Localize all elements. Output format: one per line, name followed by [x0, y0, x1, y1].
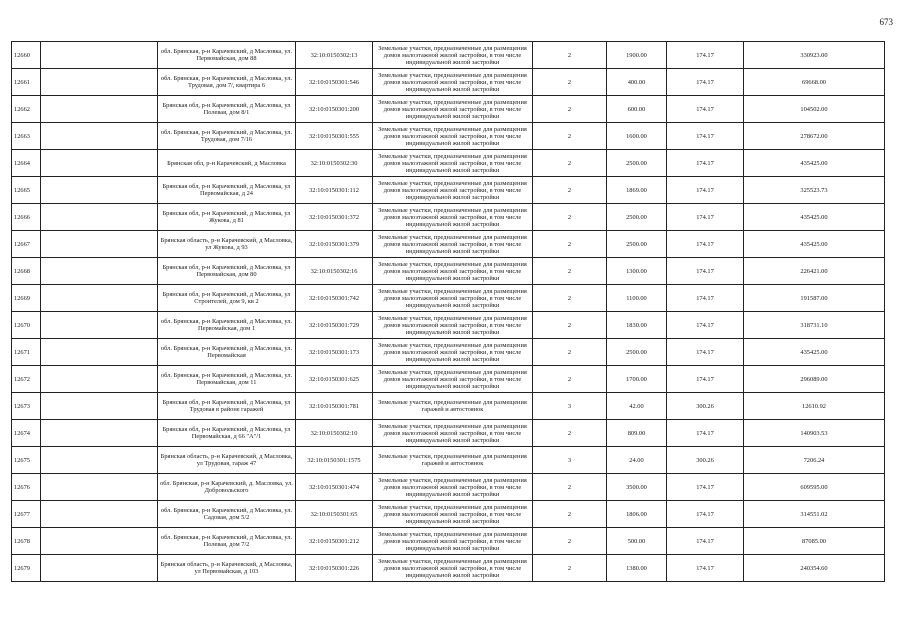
- specific-value-cell: 174.17: [667, 339, 744, 366]
- group-cell: 2: [533, 150, 607, 177]
- group-cell: 2: [533, 312, 607, 339]
- cadastral-number-cell: 32:10:0150301:742: [296, 285, 373, 312]
- area-cell: 2500.00: [607, 339, 667, 366]
- address-cell: Брянская обл, р-н Карачевский, д Масловка, ул Полевая, дом 8/1: [158, 96, 296, 123]
- area-cell: 809.00: [607, 420, 667, 447]
- row-number-cell: 12674: [12, 420, 41, 447]
- group-cell: 2: [533, 123, 607, 150]
- cadastral-value-cell: 87085.00: [744, 528, 885, 555]
- spacer-cell: [41, 177, 158, 204]
- cadastral-number-cell: 32:10:0150301:546: [296, 69, 373, 96]
- table-row: [12, 204, 885, 231]
- cadastral-number-cell: 32:10:0150301:112: [296, 177, 373, 204]
- spacer-cell: [41, 420, 158, 447]
- cadastral-number-cell: 32:10:0150301:173: [296, 339, 373, 366]
- table-row: [12, 393, 885, 420]
- address-cell: обл. Брянская, р-н Карачевский, д Масловка, ул. Полевая, дом 7/2: [158, 528, 296, 555]
- specific-value-cell: 174.17: [667, 204, 744, 231]
- spacer-cell: [41, 150, 158, 177]
- area-cell: 1100.00: [607, 285, 667, 312]
- row-number-cell: 12664: [12, 150, 41, 177]
- group-cell: 2: [533, 339, 607, 366]
- spacer-cell: [41, 447, 158, 474]
- table-row: [12, 339, 885, 366]
- cadastral-number-cell: 32:10:0150302:10: [296, 420, 373, 447]
- row-number-cell: 12666: [12, 204, 41, 231]
- table-row: [12, 123, 885, 150]
- cadastral-value-cell: 296089.00: [744, 366, 885, 393]
- specific-value-cell: 174.17: [667, 420, 744, 447]
- specific-value-cell: 174.17: [667, 150, 744, 177]
- cadastral-number-cell: 32:10:0150301:372: [296, 204, 373, 231]
- group-cell: 2: [533, 177, 607, 204]
- cadastral-value-cell: 318731.10: [744, 312, 885, 339]
- cadastral-number-cell: 32:10:0150301:379: [296, 231, 373, 258]
- land-use-cell: Земельные участки, предназначенные для размещения домов малоэтажной жилой застройки, в том числе индивидуальной жилой застройки: [373, 123, 533, 150]
- address-cell: Брянская область, р-н Карачевский, д Масловка, ул Жукова, д 93: [158, 231, 296, 258]
- area-cell: 42.00: [607, 393, 667, 420]
- row-number-cell: 12661: [12, 69, 41, 96]
- spacer-cell: [41, 339, 158, 366]
- table-row: [12, 420, 885, 447]
- group-cell: 2: [533, 285, 607, 312]
- land-use-cell: Земельные участки, предназначенные для размещения домов малоэтажной жилой застройки, в том числе индивидуальной жилой застройки: [373, 420, 533, 447]
- cadastral-number-cell: 32:10:0150302:16: [296, 258, 373, 285]
- group-cell: 2: [533, 366, 607, 393]
- address-cell: Брянская обл, р-н Карачевский, д Масловка, ул Первомайская, д 66 "А"/1: [158, 420, 296, 447]
- area-cell: 2500.00: [607, 204, 667, 231]
- group-cell: 2: [533, 42, 607, 69]
- spacer-cell: [41, 42, 158, 69]
- area-cell: 1900.00: [607, 42, 667, 69]
- spacer-cell: [41, 285, 158, 312]
- land-use-cell: Земельные участки, предназначенные для размещения домов малоэтажной жилой застройки, в том числе индивидуальной жилой застройки: [373, 177, 533, 204]
- group-cell: 2: [533, 96, 607, 123]
- area-cell: 1380.00: [607, 555, 667, 582]
- land-use-cell: Земельные участки, предназначенные для размещения домов малоэтажной жилой застройки, в том числе индивидуальной жилой застройки: [373, 501, 533, 528]
- table-row: [12, 231, 885, 258]
- row-number-cell: 12671: [12, 339, 41, 366]
- spacer-cell: [41, 366, 158, 393]
- specific-value-cell: 174.17: [667, 42, 744, 69]
- specific-value-cell: 300.26: [667, 393, 744, 420]
- spacer-cell: [41, 501, 158, 528]
- row-number-cell: 12678: [12, 528, 41, 555]
- area-cell: 500.00: [607, 528, 667, 555]
- row-number-cell: 12672: [12, 366, 41, 393]
- row-number-cell: 12669: [12, 285, 41, 312]
- specific-value-cell: 174.17: [667, 366, 744, 393]
- cadastral-number-cell: 32:10:0150301:1575: [296, 447, 373, 474]
- spacer-cell: [41, 69, 158, 96]
- address-cell: обл. Брянская, р-н Карачевский, д Масловка, ул. Трудовая, дом 7/, квартира 6: [158, 69, 296, 96]
- table-row: [12, 366, 885, 393]
- spacer-cell: [41, 123, 158, 150]
- address-cell: обл. Брянская, р-н Карачевский, д Масловка, ул. Первомайская, дом 1: [158, 312, 296, 339]
- cadastral-value-cell: 278672.00: [744, 123, 885, 150]
- cadastral-number-cell: 32:10:0150301:226: [296, 555, 373, 582]
- cadastral-number-cell: 32:10:0150301:65: [296, 501, 373, 528]
- row-number-cell: 12665: [12, 177, 41, 204]
- page-number: 673: [879, 17, 893, 27]
- group-cell: 3: [533, 393, 607, 420]
- land-valuation-table: [11, 41, 885, 582]
- specific-value-cell: 174.17: [667, 96, 744, 123]
- table-row: [12, 555, 885, 582]
- table-row: [12, 285, 885, 312]
- group-cell: 2: [533, 474, 607, 501]
- area-cell: 1869.00: [607, 177, 667, 204]
- table-row: [12, 96, 885, 123]
- group-cell: 2: [533, 231, 607, 258]
- cadastral-value-cell: 12610.92: [744, 393, 885, 420]
- cadastral-value-cell: 191587.00: [744, 285, 885, 312]
- row-number-cell: 12667: [12, 231, 41, 258]
- specific-value-cell: 174.17: [667, 474, 744, 501]
- area-cell: 600.00: [607, 96, 667, 123]
- address-cell: Брянская область, р-н Карачевский, д Масловка, ул Первомайская, д 103: [158, 555, 296, 582]
- land-use-cell: Земельные участки, предназначенные для размещения домов малоэтажной жилой застройки, в том числе индивидуальной жилой застройки: [373, 42, 533, 69]
- spacer-cell: [41, 231, 158, 258]
- area-cell: 24.00: [607, 447, 667, 474]
- row-number-cell: 12660: [12, 42, 41, 69]
- spacer-cell: [41, 393, 158, 420]
- area-cell: 2500.00: [607, 231, 667, 258]
- spacer-cell: [41, 96, 158, 123]
- cadastral-number-cell: 32:10:0150301:555: [296, 123, 373, 150]
- land-use-cell: Земельные участки, предназначенные для размещения домов малоэтажной жилой застройки, в том числе индивидуальной жилой застройки: [373, 555, 533, 582]
- land-use-cell: Земельные участки, предназначенные для размещения домов малоэтажной жилой застройки, в том числе индивидуальной жилой застройки: [373, 285, 533, 312]
- specific-value-cell: 174.17: [667, 231, 744, 258]
- table-row: [12, 447, 885, 474]
- cadastral-value-cell: 226421.00: [744, 258, 885, 285]
- specific-value-cell: 174.17: [667, 312, 744, 339]
- row-number-cell: 12673: [12, 393, 41, 420]
- specific-value-cell: 300.26: [667, 447, 744, 474]
- land-use-cell: Земельные участки, предназначенные для размещения домов малоэтажной жилой застройки, в том числе индивидуальной жилой застройки: [373, 258, 533, 285]
- cadastral-value-cell: 240354.60: [744, 555, 885, 582]
- cadastral-number-cell: 32:10:0150301:625: [296, 366, 373, 393]
- area-cell: 1300.00: [607, 258, 667, 285]
- spacer-cell: [41, 555, 158, 582]
- group-cell: 2: [533, 501, 607, 528]
- address-cell: обл. Брянская, р-н Карачевский, д Масловка, ул. Садовая, дом 5/2: [158, 501, 296, 528]
- area-cell: 2500.00: [607, 150, 667, 177]
- address-cell: Брянская обл, р-н Карачевский, д Масловка, ул Трудовая в районе гаражей: [158, 393, 296, 420]
- table-row: [12, 177, 885, 204]
- table-row: [12, 474, 885, 501]
- land-use-cell: Земельные участки, предназначенные для размещения домов малоэтажной жилой застройки, в том числе индивидуальной жилой застройки: [373, 150, 533, 177]
- address-cell: обл. Брянская, р-н Карачевский, д Масловка, ул. Первомайская: [158, 339, 296, 366]
- specific-value-cell: 174.17: [667, 555, 744, 582]
- row-number-cell: 12679: [12, 555, 41, 582]
- land-use-cell: Земельные участки, предназначенные для размещения домов малоэтажной жилой застройки, в том числе индивидуальной жилой застройки: [373, 366, 533, 393]
- land-use-cell: Земельные участки, предназначенные для размещения домов малоэтажной жилой застройки, в том числе индивидуальной жилой застройки: [373, 204, 533, 231]
- spacer-cell: [41, 474, 158, 501]
- land-use-cell: Земельные участки, предназначенные для размещения домов малоэтажной жилой застройки, в том числе индивидуальной жилой застройки: [373, 69, 533, 96]
- address-cell: Брянская область, р-н Карачевский, д Масловка, ул Трудовая, гараж 47: [158, 447, 296, 474]
- land-use-cell: Земельные участки, предназначенные для размещения домов малоэтажной жилой застройки, в том числе индивидуальной жилой застройки: [373, 96, 533, 123]
- address-cell: Брянская обл, р-н Карачевский, д Масловка, ул Первомайская, д 24: [158, 177, 296, 204]
- spacer-cell: [41, 528, 158, 555]
- cadastral-value-cell: 435425.00: [744, 150, 885, 177]
- table-row: [12, 69, 885, 96]
- land-use-cell: Земельные участки, предназначенные для размещения гаражей и автостоянок: [373, 393, 533, 420]
- table-body: [12, 42, 885, 582]
- address-cell: Брянская обл, р-н Карачевский, д Масловка: [158, 150, 296, 177]
- table-row: [12, 42, 885, 69]
- address-cell: Брянская обл, р-н Карачевский, д Масловка, ул Жукова, д 81: [158, 204, 296, 231]
- cadastral-number-cell: 32:10:0150301:781: [296, 393, 373, 420]
- specific-value-cell: 174.17: [667, 528, 744, 555]
- row-number-cell: 12670: [12, 312, 41, 339]
- cadastral-value-cell: 435425.00: [744, 339, 885, 366]
- group-cell: 2: [533, 528, 607, 555]
- row-number-cell: 12676: [12, 474, 41, 501]
- area-cell: 1600.00: [607, 123, 667, 150]
- cadastral-value-cell: 69668.00: [744, 69, 885, 96]
- cadastral-value-cell: 609595.00: [744, 474, 885, 501]
- row-number-cell: 12662: [12, 96, 41, 123]
- cadastral-number-cell: 32:10:0150302:30: [296, 150, 373, 177]
- cadastral-number-cell: 32:10:0150301:212: [296, 528, 373, 555]
- land-use-cell: Земельные участки, предназначенные для размещения домов малоэтажной жилой застройки, в том числе индивидуальной жилой застройки: [373, 312, 533, 339]
- group-cell: 2: [533, 204, 607, 231]
- specific-value-cell: 174.17: [667, 258, 744, 285]
- address-cell: Брянская обл, р-н Карачевский, д Масловка, ул Строителей, дом 9, кв 2: [158, 285, 296, 312]
- address-cell: обл. Брянская, р-н Карачевский, д Масловка, ул. Первомайская, дом 11: [158, 366, 296, 393]
- specific-value-cell: 174.17: [667, 123, 744, 150]
- group-cell: 2: [533, 258, 607, 285]
- land-use-cell: Земельные участки, предназначенные для размещения домов малоэтажной жилой застройки, в том числе индивидуальной жилой застройки: [373, 339, 533, 366]
- address-cell: Брянская обл, р-н Карачевский, д Масловка, ул Первомайская, дом 80: [158, 258, 296, 285]
- cadastral-value-cell: 104502.00: [744, 96, 885, 123]
- row-number-cell: 12675: [12, 447, 41, 474]
- address-cell: обл. Брянская, р-н Карачевский, д Масловка, ул. Первомайская, дом 88: [158, 42, 296, 69]
- spacer-cell: [41, 312, 158, 339]
- table-row: [12, 501, 885, 528]
- cadastral-number-cell: 32:10:0150301:200: [296, 96, 373, 123]
- land-use-cell: Земельные участки, предназначенные для размещения домов малоэтажной жилой застройки, в том числе индивидуальной жилой застройки: [373, 474, 533, 501]
- cadastral-value-cell: 330923.00: [744, 42, 885, 69]
- cadastral-value-cell: 325523.73: [744, 177, 885, 204]
- area-cell: 3500.00: [607, 474, 667, 501]
- cadastral-value-cell: 435425.00: [744, 231, 885, 258]
- specific-value-cell: 174.17: [667, 69, 744, 96]
- group-cell: 3: [533, 447, 607, 474]
- cadastral-value-cell: 7206.24: [744, 447, 885, 474]
- address-cell: обл. Брянская, р-н Карачевский, д Масловка, ул. Трудовая, дом 7/16: [158, 123, 296, 150]
- group-cell: 2: [533, 555, 607, 582]
- specific-value-cell: 174.17: [667, 285, 744, 312]
- row-number-cell: 12663: [12, 123, 41, 150]
- spacer-cell: [41, 258, 158, 285]
- table-row: [12, 258, 885, 285]
- table-row: [12, 312, 885, 339]
- spacer-cell: [41, 204, 158, 231]
- cadastral-number-cell: 32:10:0150302:13: [296, 42, 373, 69]
- cadastral-value-cell: 314551.02: [744, 501, 885, 528]
- row-number-cell: 12668: [12, 258, 41, 285]
- row-number-cell: 12677: [12, 501, 41, 528]
- area-cell: 1830.00: [607, 312, 667, 339]
- cadastral-number-cell: 32:10:0150301:474: [296, 474, 373, 501]
- specific-value-cell: 174.17: [667, 501, 744, 528]
- group-cell: 2: [533, 69, 607, 96]
- land-use-cell: Земельные участки, предназначенные для размещения домов малоэтажной жилой застройки, в том числе индивидуальной жилой застройки: [373, 528, 533, 555]
- group-cell: 2: [533, 420, 607, 447]
- table-row: [12, 528, 885, 555]
- address-cell: обл. Брянская, р-н Карачевский, д. Масловка, ул. Добровольского: [158, 474, 296, 501]
- table-row: [12, 150, 885, 177]
- cadastral-value-cell: 140903.53: [744, 420, 885, 447]
- area-cell: 1806.00: [607, 501, 667, 528]
- area-cell: 1700.00: [607, 366, 667, 393]
- cadastral-value-cell: 435425.00: [744, 204, 885, 231]
- land-use-cell: Земельные участки, предназначенные для размещения гаражей и автостоянок: [373, 447, 533, 474]
- cadastral-number-cell: 32:10:0150301:729: [296, 312, 373, 339]
- area-cell: 400.00: [607, 69, 667, 96]
- specific-value-cell: 174.17: [667, 177, 744, 204]
- land-use-cell: Земельные участки, предназначенные для размещения домов малоэтажной жилой застройки, в том числе индивидуальной жилой застройки: [373, 231, 533, 258]
